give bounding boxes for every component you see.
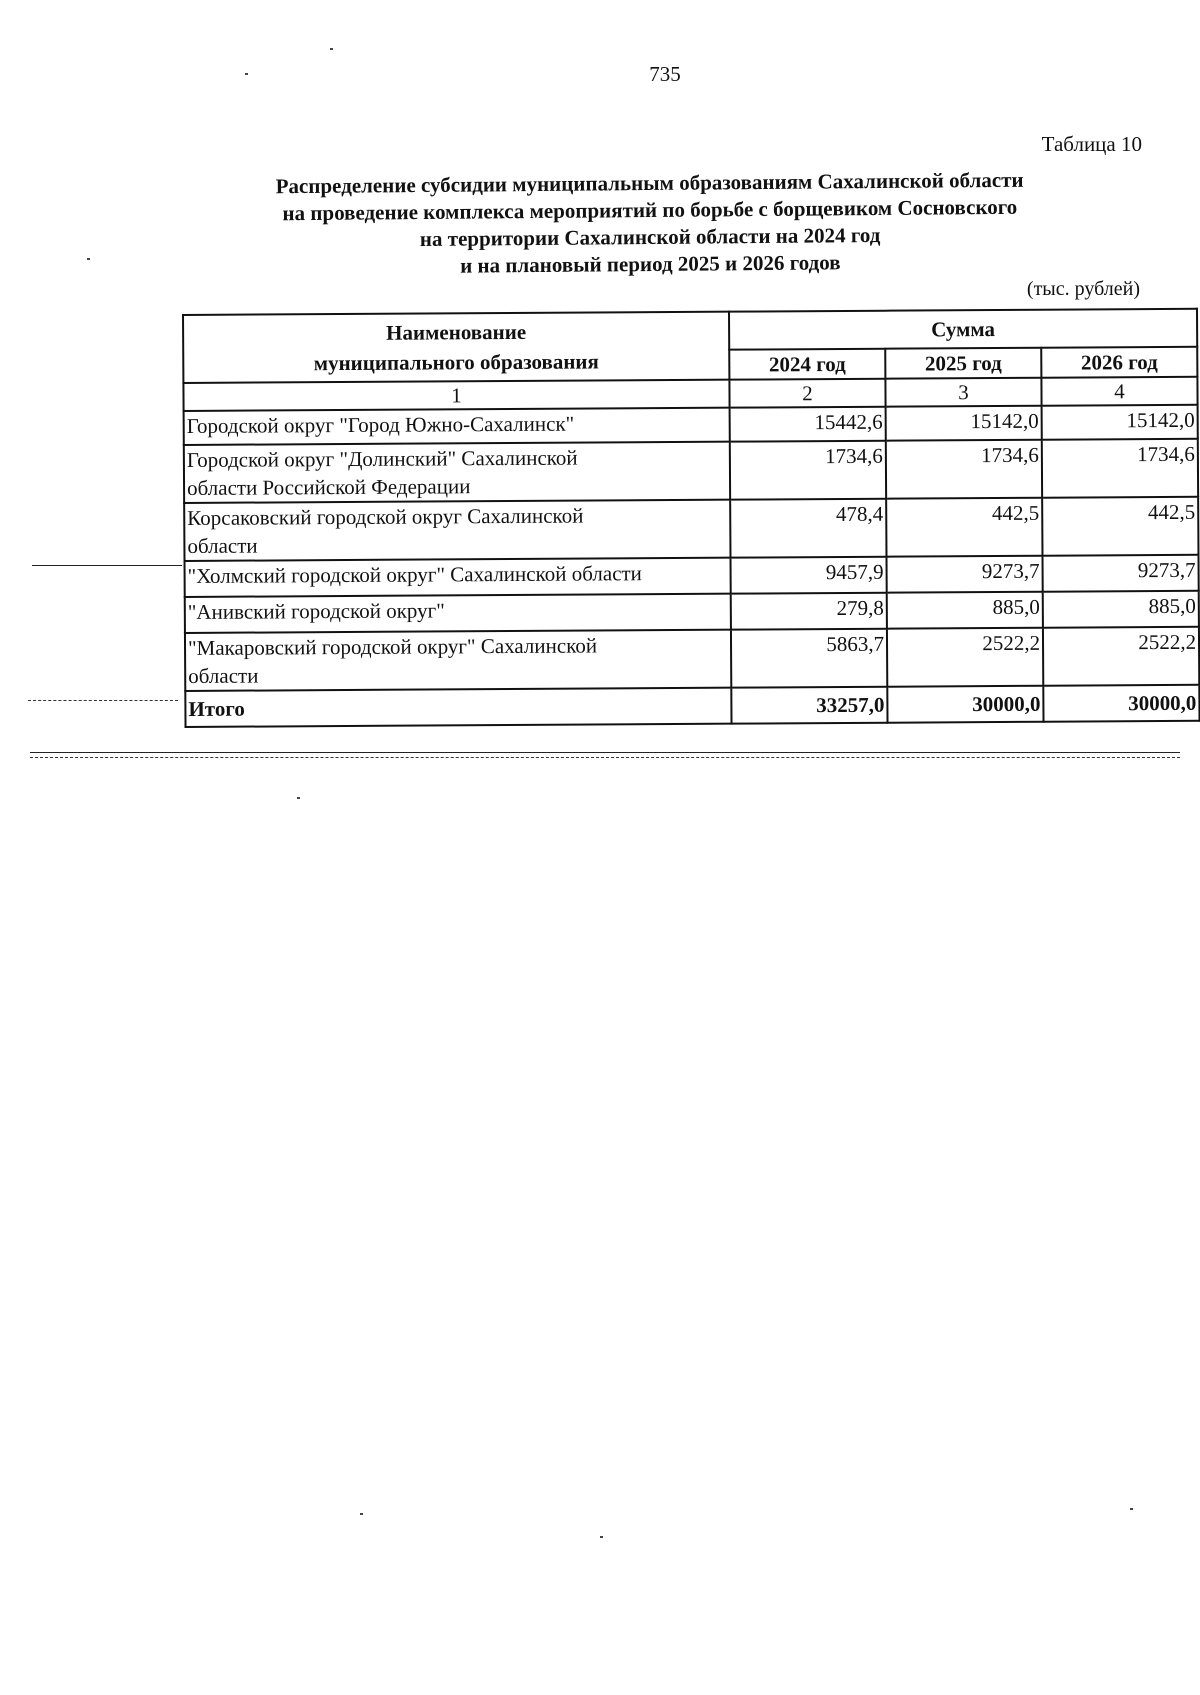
header-name (183, 312, 729, 383)
name-line: "Анивский городской округ" (187, 598, 445, 624)
scan-artifact-line (30, 752, 1180, 753)
title-line: на территории Сахалинской области на 2024 год (419, 222, 881, 252)
name-line: "Холмский городской округ" Сахалинской области (187, 561, 642, 588)
table-row (185, 627, 1199, 691)
scan-speck (245, 73, 248, 75)
municipality-name (185, 630, 731, 691)
subsidy-table-wrapper (182, 308, 1200, 728)
header-year-2024: 2024 год (729, 349, 885, 380)
value-2025: 1734,6 (886, 440, 1042, 499)
header-sum: Сумма (729, 309, 1197, 350)
name-line: Корсаковский городской округ Сахалинской (187, 503, 584, 530)
value-2026: 1734,6 (1042, 439, 1198, 498)
scan-speck (1130, 1508, 1133, 1510)
municipality-name (185, 594, 731, 633)
value-2025: 885,0 (887, 592, 1043, 629)
value-2025: 15142,0 (886, 406, 1042, 441)
name-line: "Макаровский городской округ" Сахалинской (187, 633, 598, 660)
total-label: Итого (185, 688, 731, 727)
value-2025: 442,5 (886, 498, 1042, 557)
table-row (184, 497, 1198, 561)
title-line: и на плановый период 2025 и 2026 годов (460, 250, 841, 278)
total-row (185, 685, 1199, 727)
total-2026: 30000,0 (1043, 685, 1199, 722)
value-2026: 442,5 (1042, 497, 1198, 556)
header-year-2025: 2025 год (885, 348, 1041, 379)
value-2026: 9273,7 (1042, 555, 1198, 592)
title-line: Распределение субсидии муниципальным образованиям Сахалинской области (275, 167, 1024, 199)
header-name-line: муниципального образования (313, 349, 599, 376)
scan-speck (600, 1536, 603, 1538)
municipality-name (184, 500, 730, 561)
scan-artifact-line (28, 700, 178, 701)
value-2026: 885,0 (1043, 591, 1199, 628)
value-2024: 15442,6 (730, 407, 886, 442)
column-number: 1 (183, 380, 729, 411)
table-row (185, 591, 1199, 633)
page-number: 735 (649, 62, 681, 86)
value-2024: 279,8 (731, 593, 887, 630)
units-label: (тыс. рублей) (1026, 278, 1140, 300)
table-row (185, 555, 1199, 597)
value-2024: 9457,9 (730, 557, 886, 594)
scan-speck (87, 258, 90, 260)
table-row (184, 439, 1198, 503)
name-line: области (187, 533, 258, 558)
value-2025: 9273,7 (886, 556, 1042, 593)
scan-speck (360, 1513, 363, 1515)
municipality-name (185, 558, 731, 597)
title-line: на проведение комплекса мероприятий по борьбе с борщевиком Сосновского (282, 194, 1018, 226)
total-2025: 30000,0 (887, 686, 1043, 723)
value-2025: 2522,2 (887, 628, 1043, 687)
municipality-name (184, 408, 730, 445)
subsidy-table (182, 308, 1200, 728)
scan-artifact-line (30, 757, 1180, 758)
column-number: 2 (729, 379, 885, 408)
name-line: Городской округ "Город Южно-Сахалинск" (186, 411, 575, 438)
value-2024: 1734,6 (730, 441, 886, 500)
scan-artifact-line (32, 565, 182, 566)
value-2026: 2522,2 (1043, 627, 1199, 686)
document-title (180, 166, 1121, 282)
column-number: 3 (885, 378, 1041, 407)
name-line: области (188, 663, 259, 688)
value-2024: 5863,7 (731, 629, 887, 688)
scan-speck (330, 48, 333, 50)
header-year-2026: 2026 год (1041, 347, 1197, 378)
header-name-line: Наименование (386, 319, 527, 345)
header-row (183, 309, 1197, 353)
value-2024: 478,4 (730, 499, 886, 558)
table-label: Таблица 10 (1041, 132, 1142, 156)
column-number: 4 (1041, 377, 1197, 406)
municipality-name (184, 442, 730, 503)
name-line: Городской округ "Долинский" Сахалинской (186, 445, 578, 472)
value-2026: 15142,0 (1042, 405, 1198, 440)
name-line: области Российской Федерации (186, 474, 471, 500)
scan-speck (297, 797, 300, 799)
total-2024: 33257,0 (731, 687, 887, 724)
